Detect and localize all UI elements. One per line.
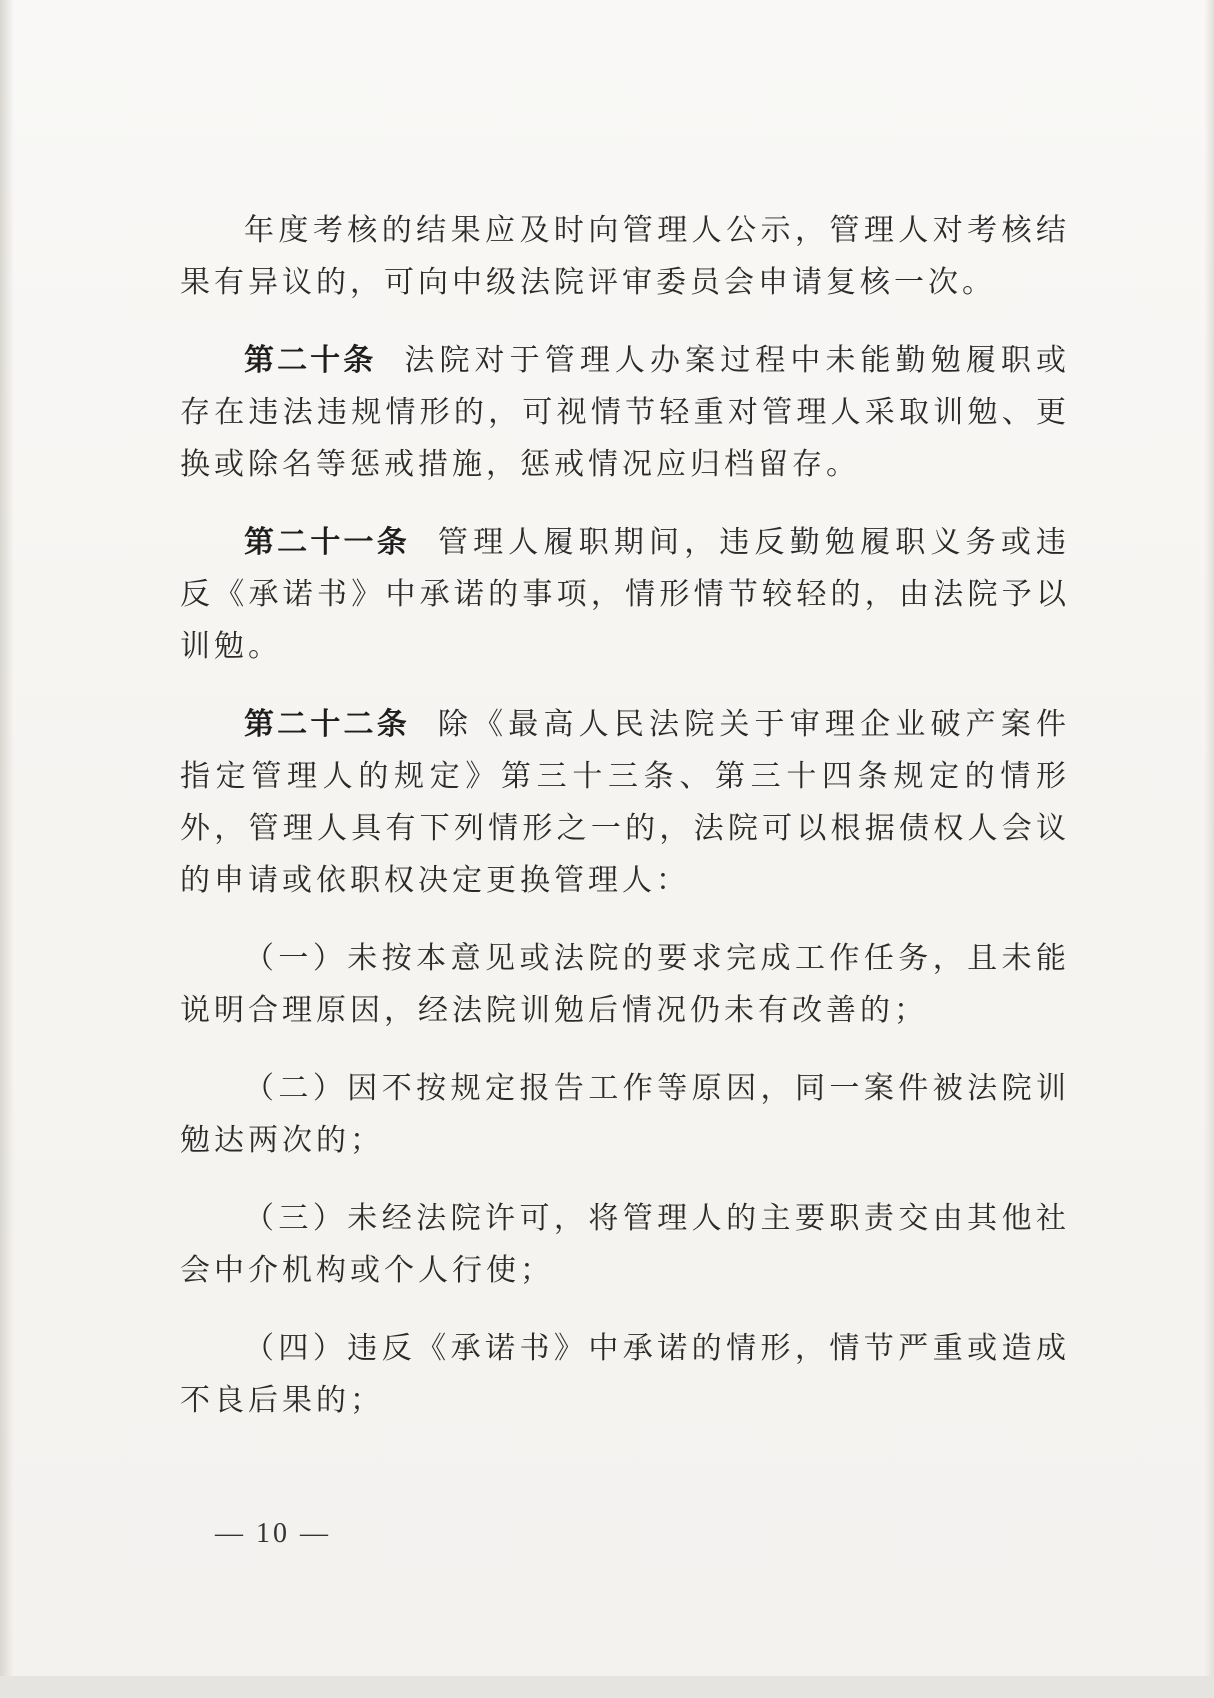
article-heading: 第二十一条 <box>244 525 410 560</box>
page-left-shadow <box>0 0 14 1698</box>
paragraph-text: （四）违反《承诺书》中承诺的情形，情节严重或造成不良后果的； <box>180 1331 1070 1418</box>
list-item-3 <box>180 1193 1070 1297</box>
article-21 <box>180 517 1070 673</box>
paragraph-text: （二）因不按规定报告工作等原因，同一案件被法院训勉达两次的； <box>180 1071 1070 1158</box>
paragraph-text: 年度考核的结果应及时向管理人公示，管理人对考核结果有异议的，可向中级法院评审委员会申请复核一次。 <box>180 213 1070 300</box>
article-20 <box>180 335 1070 491</box>
list-item-4 <box>180 1323 1070 1427</box>
page-number: — 10 — <box>215 1518 331 1549</box>
paragraph-text: 管理人履职期间，违反勤勉履职义务或违反《承诺书》中承诺的事项，情形情节较轻的，由法院予以训勉。 <box>180 525 1071 664</box>
scan-bottom-strip <box>0 1676 1214 1698</box>
list-item-2 <box>180 1063 1070 1167</box>
article-heading: 第二十二条 <box>244 707 410 742</box>
article-22 <box>180 699 1070 907</box>
paragraph-text: 法院对于管理人办案过程中未能勤勉履职或存在违法违规情形的，可视情节轻重对管理人采取训勉、更换或除名等惩戒措施，惩戒情况应归档留存。 <box>180 343 1071 482</box>
paragraph-text: 除《最高人民法院关于审理企业破产案件指定管理人的规定》第三十三条、第三十四条规定的情形外，管理人具有下列情形之一的，法院可以根据债权人会议的申请或依职权决定更换管理人： <box>180 707 1071 898</box>
paragraph-text: （一）未按本意见或法院的要求完成工作任务，且未能说明合理原因，经法院训勉后情况仍未有改善的； <box>180 941 1070 1028</box>
paragraph-annual-review <box>180 205 1070 309</box>
article-heading: 第二十条 <box>244 343 377 378</box>
document-body <box>180 205 1070 1453</box>
paragraph-text: （三）未经法院许可，将管理人的主要职责交由其他社会中介机构或个人行使； <box>180 1201 1070 1288</box>
page-right-edge <box>1204 0 1214 1698</box>
list-item-1 <box>180 933 1070 1037</box>
